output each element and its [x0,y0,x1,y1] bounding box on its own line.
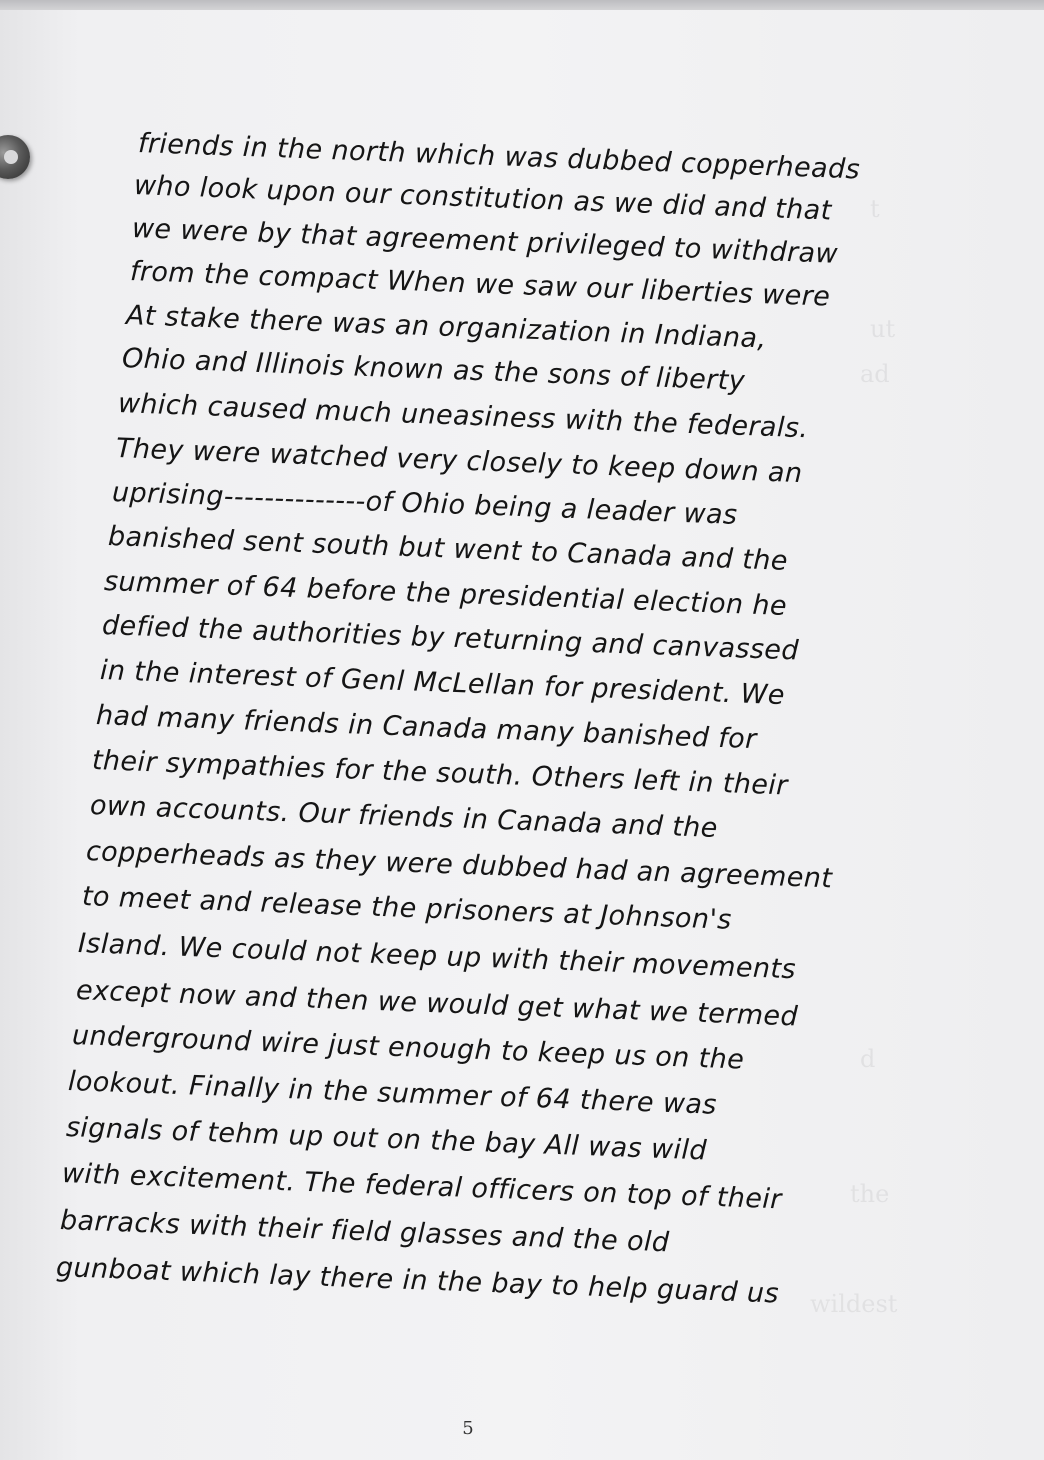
text-line: summer of 64 before the presidential election he [103,566,788,623]
show-through-mark: ut [870,315,896,343]
text-line: barracks with their field glasses and the old [59,1205,670,1259]
text-line: in the interest of Genl McLellan for president. We [99,655,786,712]
text-line: Ohio and Illinois known as the sons of liberty [121,343,746,397]
text-line: from the compact When we saw our liberties were [129,256,831,313]
show-through-mark: the [850,1180,890,1208]
show-through-mark: ad [860,360,890,388]
text-line: friends in the north which was dubbed copperheads [137,128,861,186]
text-line: uprising--------------of Ohio being a leader was [111,477,738,531]
text-line: They were watched very closely to keep down an [115,433,803,490]
show-through-mark: t [870,195,880,223]
show-through-mark: d [860,1045,876,1073]
text-line: had many friends in Canada many banished for [95,700,758,756]
text-line: gunboat which lay there in the bay to help guard us [55,1252,780,1310]
text-line: with excitement. The federal officers on top of their [61,1158,783,1216]
text-line: their sympathies for the south. Others left in their [91,745,789,802]
text-line: to meet and release the prisoners at Johnson's [81,881,733,936]
text-line: banished sent south but went to Canada and the [107,521,789,577]
text-line: At stake there was an organization in Indiana, [125,300,767,355]
text-line: which caused much uneasiness with the federals. [117,388,809,445]
page-number: 5 [462,1418,474,1439]
text-line: underground wire just enough to keep us on the [71,1020,745,1076]
text-line: own accounts. Our friends in Canada and the [89,790,719,845]
text-line: signals of tehm up out on the bay All was wild [65,1112,708,1167]
text-line: we were by that agreement privileged to withdraw [131,213,839,270]
text-line: defied the authorities by returning and canvassed [101,610,800,667]
text-line: Island. We could not keep up with their movements [77,928,797,986]
text-line: lookout. Finally in the summer of 64 there was [67,1066,718,1121]
show-through-mark: wildest [810,1290,898,1318]
text-line: except now and then we would get what we termed [75,975,799,1033]
text-line: copperheads as they were dubbed had an agreement [85,836,833,895]
text-line: who look upon our constitution as we did and that [133,170,833,227]
